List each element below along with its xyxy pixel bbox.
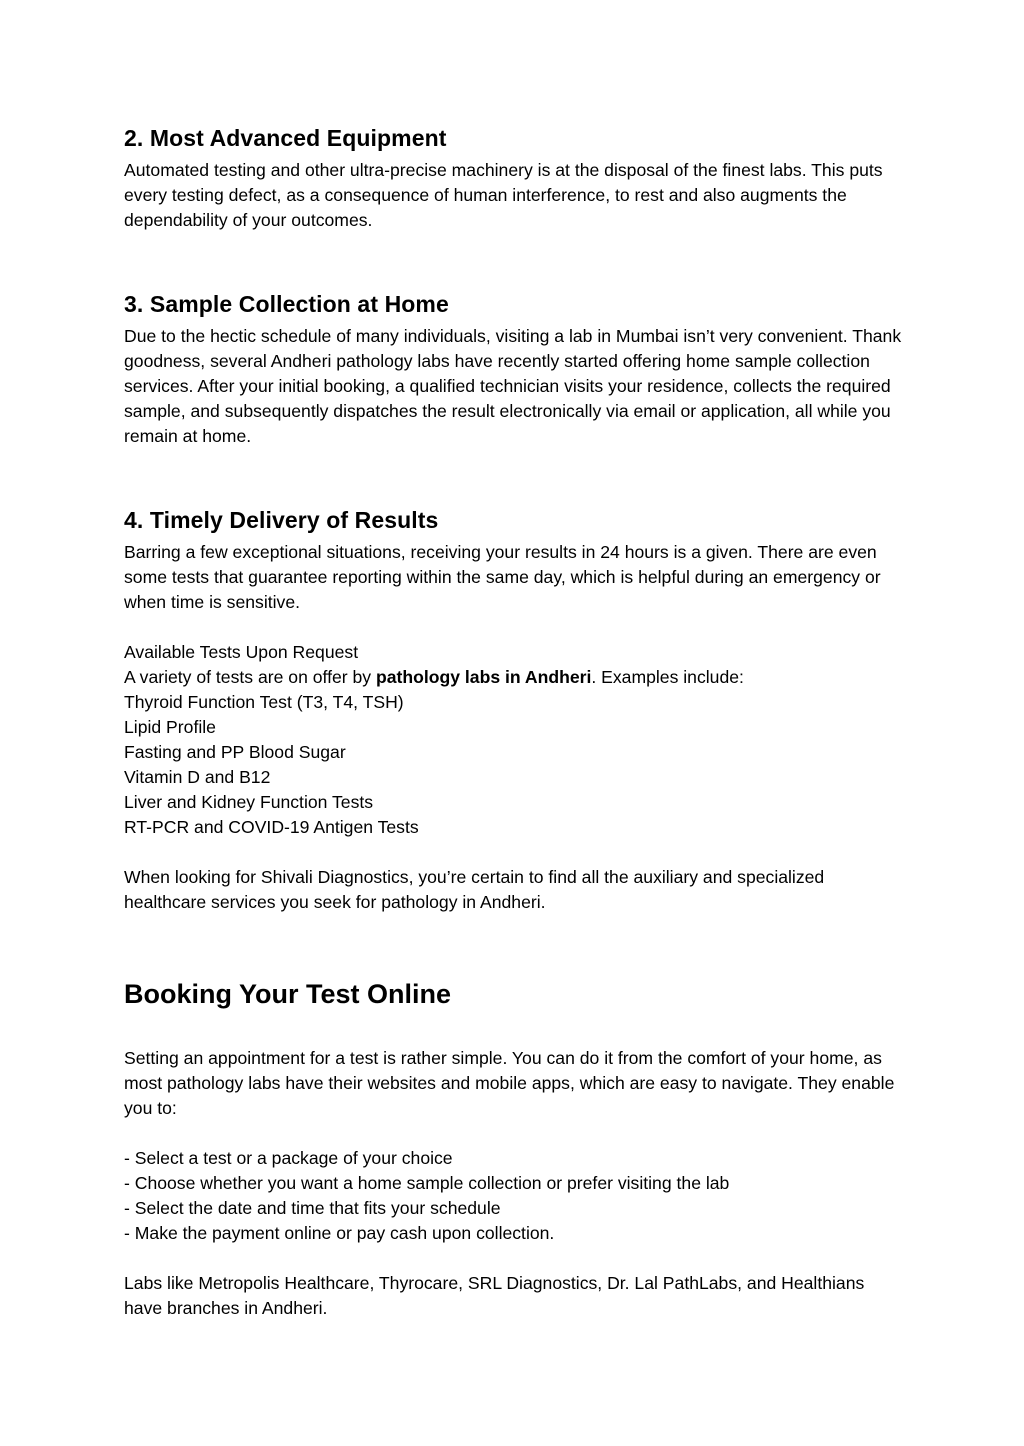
tests-intro-suffix: . Examples include: bbox=[591, 667, 744, 687]
tests-intro-text: A variety of tests are on offer by bbox=[124, 667, 376, 687]
test-item: Liver and Kidney Function Tests bbox=[124, 792, 374, 812]
document-page bbox=[124, 123, 904, 1321]
section-body-timely-delivery: Barring a few exceptional situations, receiving your results in 24 hours is a given. There are even some tests that guarantee reporting within the same day, which is helpful during an emergency or when time is sensitive. bbox=[124, 542, 881, 612]
test-item: Lipid Profile bbox=[124, 717, 216, 737]
tests-closing: When looking for Shivali Diagnostics, you’re certain to find all the auxiliary and specialized healthcare services you seek for pathology in Andheri. bbox=[124, 867, 825, 912]
section-heading-timely-delivery: 4. Timely Delivery of Results bbox=[124, 507, 439, 533]
booking-step: - Choose whether you want a home sample collection or prefer visiting the lab bbox=[124, 1173, 730, 1193]
test-item: RT-PCR and COVID-19 Antigen Tests bbox=[124, 817, 419, 837]
section-body-equipment: Automated testing and other ultra-precise machinery is at the disposal of the finest labs. This puts every testing defect, as a consequence of human interference, to rest and also augments the dependability of your outcomes. bbox=[124, 160, 883, 230]
booking-closing: Labs like Metropolis Healthcare, Thyrocare, SRL Diagnostics, Dr. Lal PathLabs, and Healthians have branches in Andheri. bbox=[124, 1273, 865, 1318]
section-heading-equipment: 2. Most Advanced Equipment bbox=[124, 125, 447, 151]
tests-title: Available Tests Upon Request bbox=[124, 642, 359, 662]
booking-step: - Select the date and time that fits your schedule bbox=[124, 1198, 501, 1218]
tests-intro-keyword: pathology labs in Andheri bbox=[375, 667, 592, 687]
section-heading-home-collection: 3. Sample Collection at Home bbox=[124, 291, 449, 317]
tests-intro bbox=[124, 665, 904, 690]
section-body-home-collection: Due to the hectic schedule of many individuals, visiting a lab in Mumbai isn’t very convenient. Thank goodness, several Andheri pathology labs have recently started offering home sample collection services. After your initial booking, a qualified technician visits your residence, collects the required sample, and subsequently dispatches the result electronically via email or application, all while you remain at home. bbox=[124, 326, 902, 446]
test-item: Fasting and PP Blood Sugar bbox=[124, 742, 346, 762]
test-item: Vitamin D and B12 bbox=[124, 767, 271, 787]
booking-step: - Make the payment online or pay cash upon collection. bbox=[124, 1223, 555, 1243]
booking-step: - Select a test or a package of your choice bbox=[124, 1148, 453, 1168]
booking-intro: Setting an appointment for a test is rather simple. You can do it from the comfort of your home, as most pathology labs have their websites and mobile apps, which are easy to navigate. They enable you to: bbox=[124, 1048, 895, 1118]
test-item: Thyroid Function Test (T3, T4, TSH) bbox=[124, 692, 404, 712]
booking-heading: Booking Your Test Online bbox=[124, 979, 452, 1009]
